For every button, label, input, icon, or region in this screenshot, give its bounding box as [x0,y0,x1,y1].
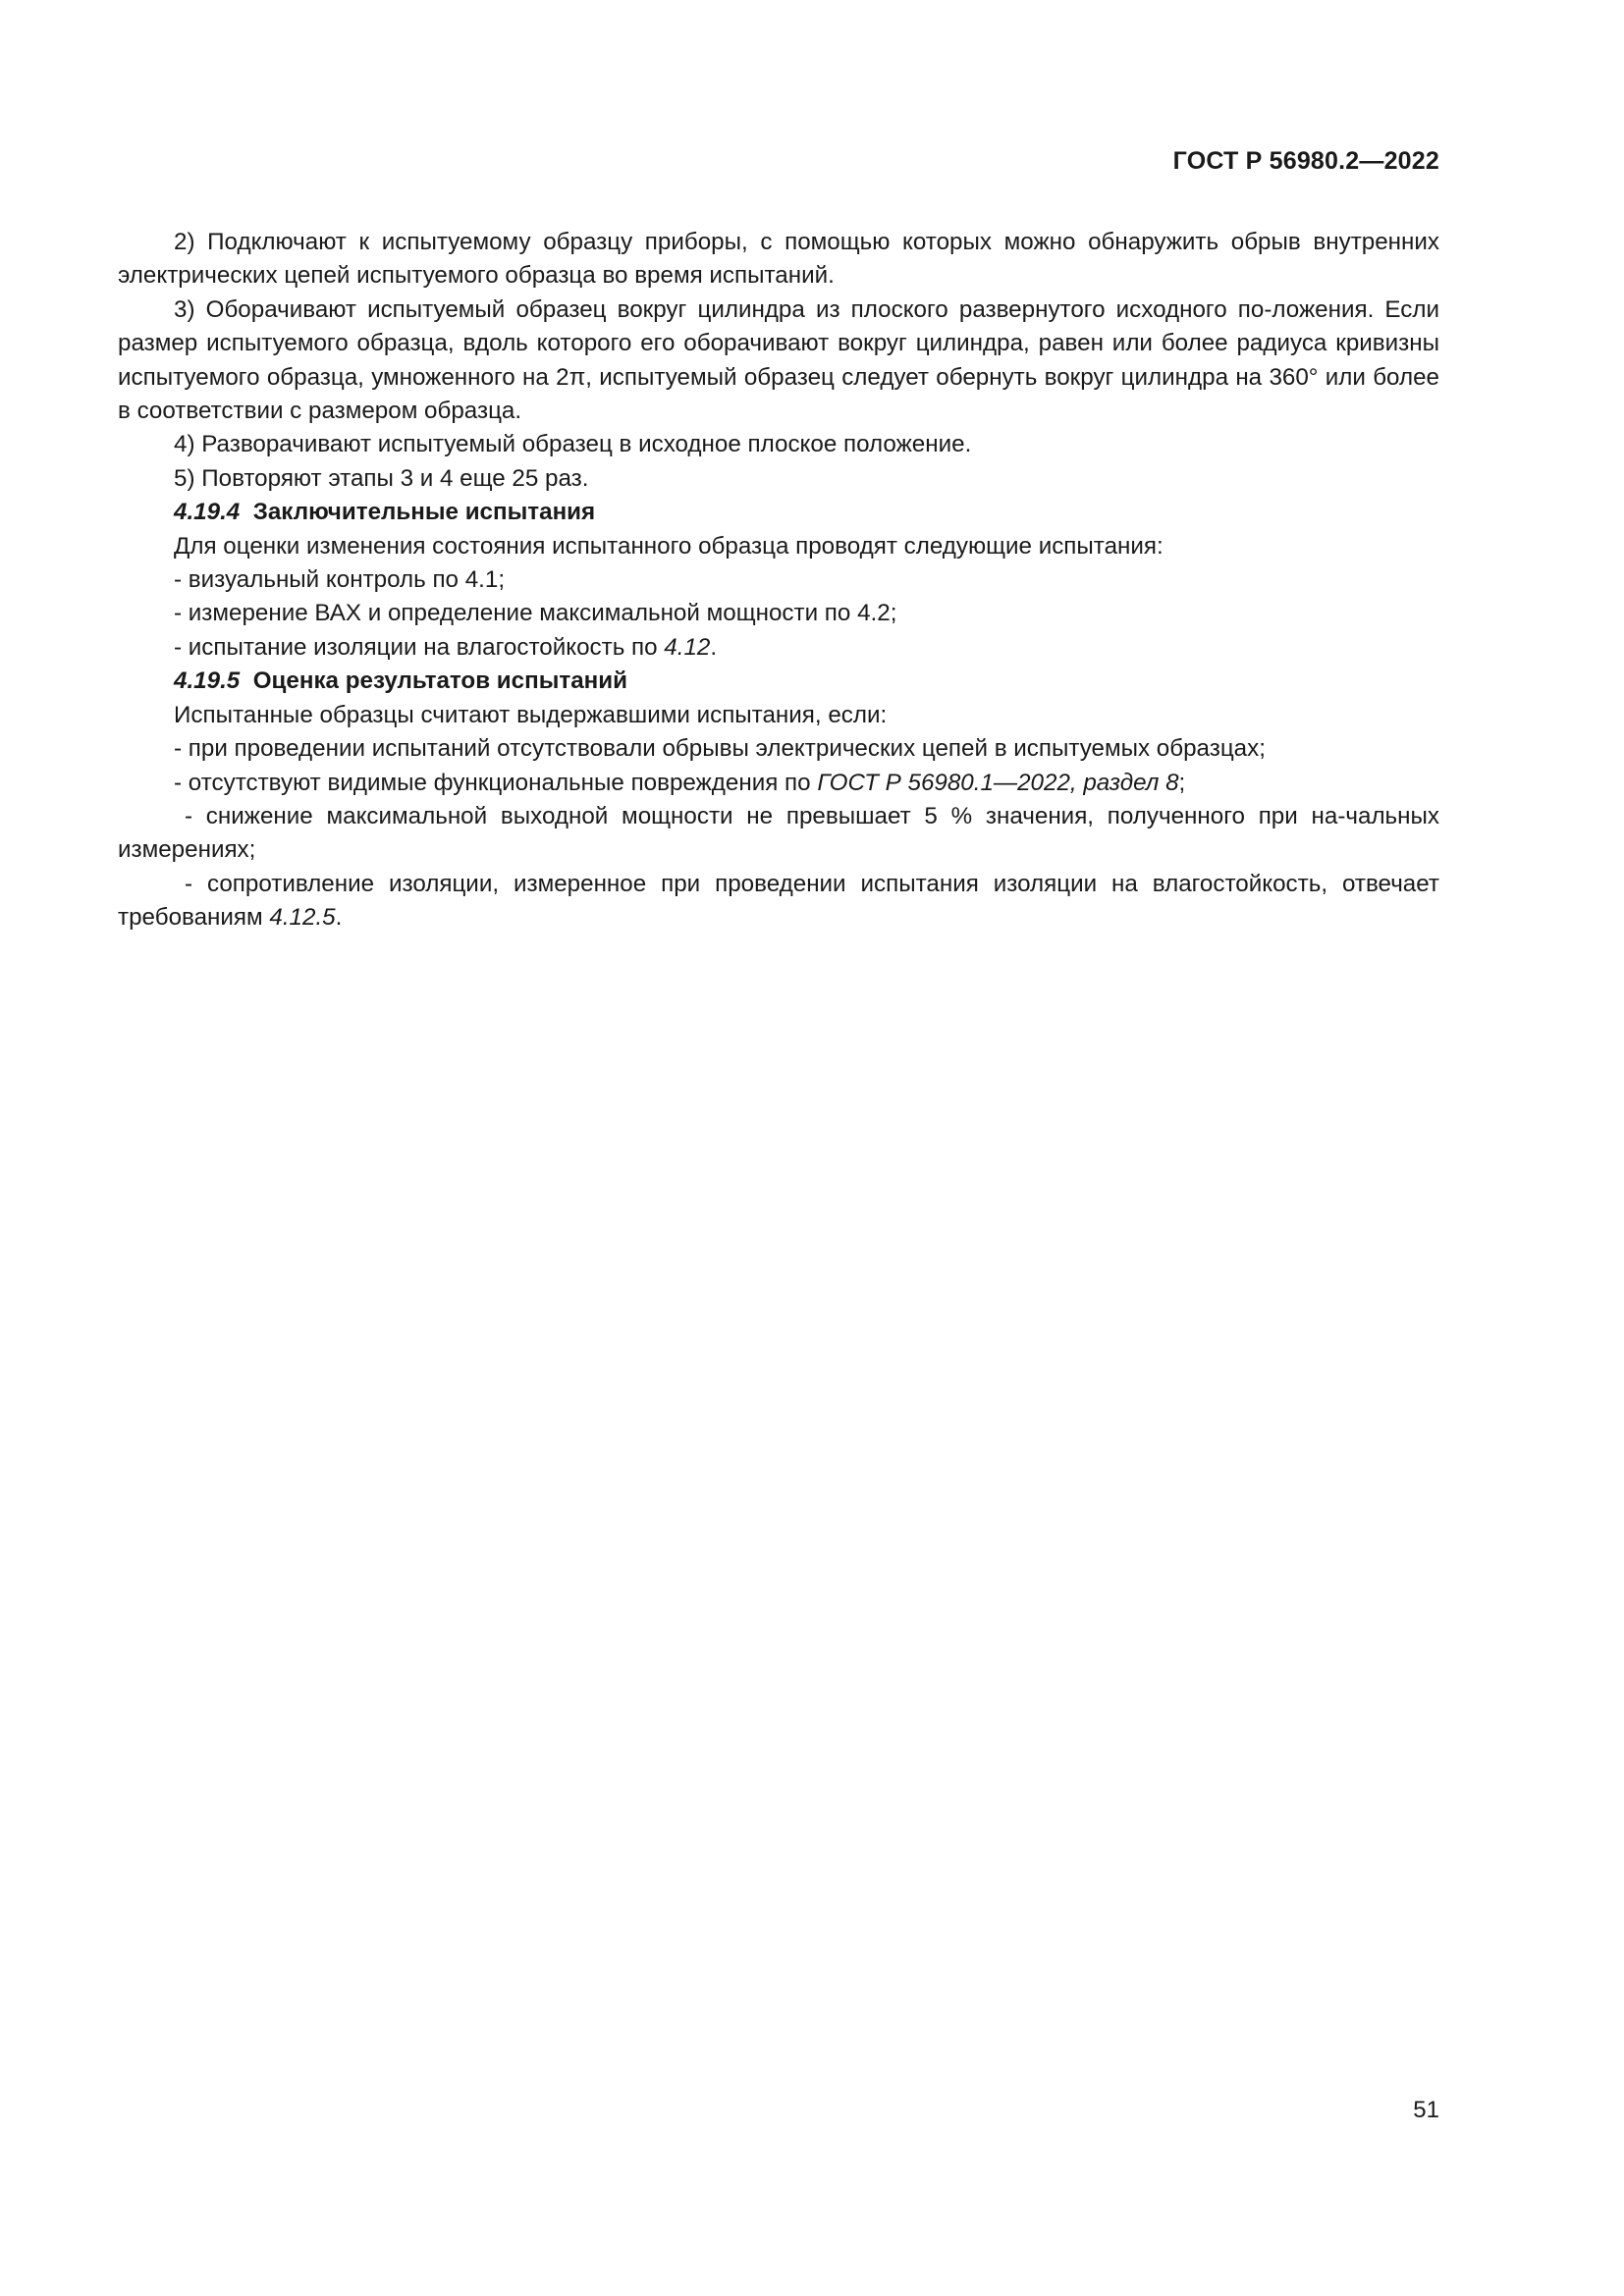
clause-reference: 4.12.5 [269,904,336,932]
page-number: 51 [1413,2097,1439,2123]
list-item-punct: ; [1178,769,1186,796]
clause-reference: 4.12 [664,633,711,661]
list-item-punct: . [710,633,718,661]
section-title: Оценка результатов испытаний [252,667,628,695]
procedure-step-2: 2) Подключают к испытуемому образцу приборы, с помощью которых можно обнаружить обрыв внутренних электрических цепей испытуемого образца во время испытаний. [118,229,1439,290]
list-item [118,868,1439,935]
standard-reference: ГОСТ Р 56980.1—2022, раздел 8 [817,769,1179,796]
section-intro: Для оценки изменения состояния испытанного образца проводят следующие испытания: [174,532,1164,560]
document-code: ГОСТ Р 56980.2—2022 [1172,147,1439,175]
list-item: - снижение максимальной выходной мощности не превышает 5 % значения, полученного при на-чальных измерениях; [118,802,1439,864]
list-item: - измерение ВАХ и определение максимальной мощности по 4.2; [174,600,897,627]
list-item-text: - испытание изоляции на влагостойкость по [174,633,665,661]
list-item [118,767,1439,800]
list-item: - при проведении испытаний отсутствовали обрывы электрических цепей в испытуемых образцах; [174,735,1266,763]
list-item-text: - отсутствуют видимые функциональные повреждения по [174,769,818,796]
page-body [118,226,1439,935]
section-intro: Испытанные образцы считают выдержавшими испытания, если: [174,701,888,728]
section-heading-4-19-5 [118,665,1439,698]
list-item-text: - сопротивление изоляции, измеренное при проведении испытания изоляции на влагостойкость, отвечает требованиям [118,870,1439,932]
section-number: 4.19.5 [174,667,241,695]
list-item-punct: . [335,904,343,932]
section-title: Заключительные испытания [252,499,596,526]
list-item [118,631,1439,665]
procedure-step-5: 5) Повторяют этапы 3 и 4 еще 25 раз. [174,464,589,492]
procedure-step-4: 4) Разворачивают испытуемый образец в исходное плоское положение. [174,431,972,458]
section-number: 4.19.4 [174,499,241,526]
procedure-step-3: 3) Оборачивают испытуемый образец вокруг цилиндра из плоского развернутого исходного по-ложения. Если размер испытуемого образца, вдоль которого его оборачивают вокруг цилиндра, равен или более радиуса кривизны испытуемого образца, умноженного на 2π, испытуемый образец следует обернуть вокруг цилиндра на 360° или более в соответствии с размером образца. [118,295,1439,425]
section-heading-4-19-4 [118,496,1439,529]
list-item: - визуальный контроль по 4.1; [174,566,506,594]
